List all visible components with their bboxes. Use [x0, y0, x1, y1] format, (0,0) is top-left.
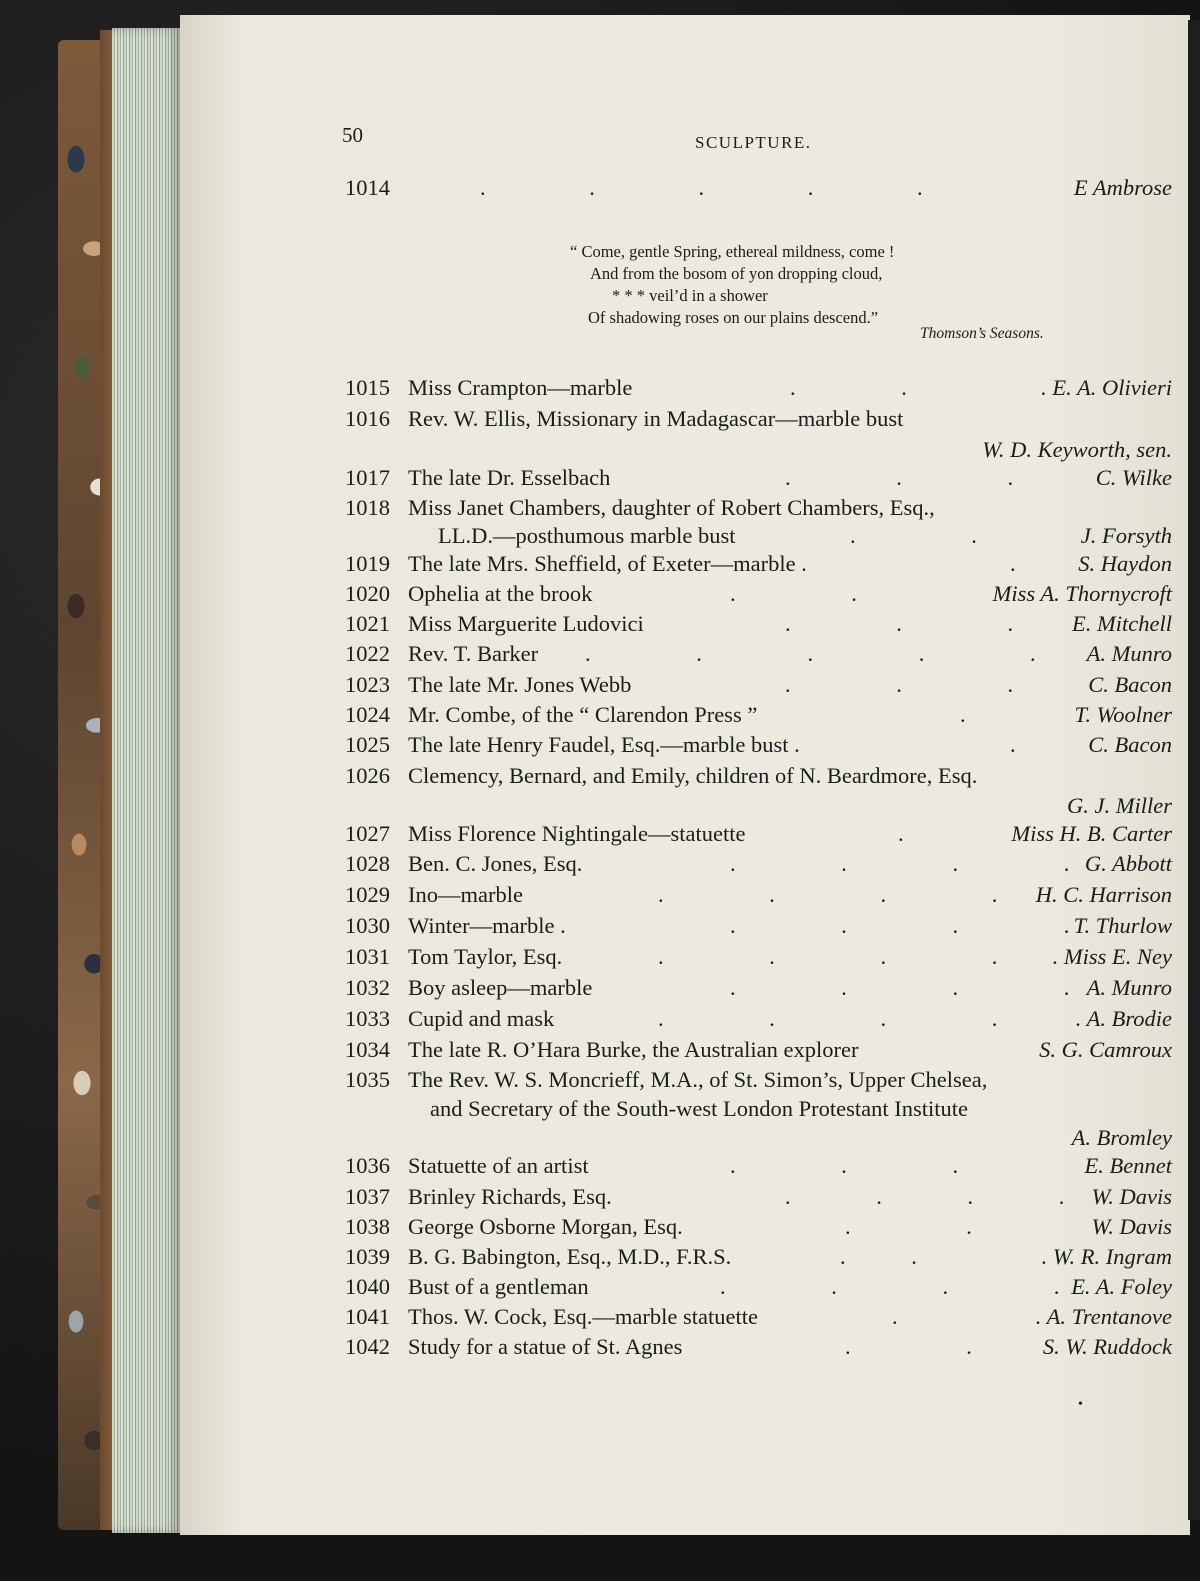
- entry-title: Statuette of an artist: [408, 1153, 589, 1178]
- leader-dots: . .: [845, 1214, 972, 1239]
- catalogue-entry-1032: [180, 975, 1190, 1007]
- entry-artist: . E. A. Olivieri: [1041, 375, 1172, 400]
- entry-title: Ino—marble: [408, 882, 523, 907]
- catalogue-entry-1021: [180, 611, 1190, 643]
- entry-title: The late Mr. Jones Webb: [408, 672, 632, 697]
- entry-title: Miss Marguerite Ludovici: [408, 611, 644, 636]
- catalogue-entry-1014: [180, 175, 1190, 207]
- entry-number: 1039: [345, 1244, 390, 1269]
- entry-artist: C. Bacon: [1088, 732, 1172, 757]
- entry-title: The Rev. W. S. Moncrieff, M.A., of St. Simon’s, Upper Chelsea,: [408, 1067, 988, 1092]
- entry-artist: A. Munro: [1086, 975, 1172, 1000]
- catalogue-entry-1027: [180, 821, 1190, 853]
- entry-title: Ophelia at the brook: [408, 581, 593, 606]
- entry-title: Clemency, Bernard, and Emily, children of N. Beardmore, Esq.: [408, 763, 978, 788]
- entry-1018-tail: [180, 523, 1190, 553]
- entry-artist: A. Bromley: [1071, 1125, 1172, 1150]
- leader-dots: . .: [790, 375, 907, 400]
- catalogue-entry-1017: [180, 465, 1190, 497]
- page-number: 50: [342, 123, 363, 147]
- catalogue-entry-1033: [180, 1006, 1190, 1038]
- leader-dots: . . . . .: [585, 641, 1036, 666]
- catalogue-entry-1015: [180, 375, 1190, 407]
- leader-dots: . .: [840, 1244, 917, 1269]
- leader-dots: . . . .: [785, 1184, 1065, 1209]
- epigraph-quote: [570, 241, 990, 329]
- entry-artist: T. Woolner: [1074, 702, 1172, 727]
- entry-title: Miss Crampton—marble: [408, 375, 633, 400]
- entry-title: Miss Janet Chambers, daughter of Robert Chambers, Esq.,: [408, 495, 935, 520]
- entry-artist: S. W. Ruddock: [1042, 1334, 1172, 1359]
- quote-line: * * * veil’d in a shower: [612, 286, 768, 305]
- entry-artist: A. Munro: [1086, 641, 1172, 666]
- leader-dots: .: [1010, 732, 1016, 757]
- entry-number: 1023: [345, 672, 390, 697]
- page-edges: [112, 28, 182, 1533]
- catalogue-entry-1025: [180, 732, 1190, 764]
- entry-number: 1021: [345, 611, 390, 636]
- entry-number: 1018: [345, 495, 390, 520]
- catalogue-entry-1041: [180, 1304, 1190, 1336]
- quote-attribution: Thomson’s Seasons.: [920, 325, 1044, 342]
- catalogue-entry-1028: [180, 851, 1190, 883]
- entry-title: Thos. W. Cock, Esq.—marble statuette: [408, 1304, 758, 1329]
- catalogue-entry-1023: [180, 672, 1190, 704]
- entry-artist: C. Bacon: [1088, 672, 1172, 697]
- catalogue-entry-1042: [180, 1334, 1190, 1366]
- entry-number: 1028: [345, 851, 390, 876]
- running-head: SCULPTURE.: [695, 133, 812, 152]
- entry-number: 1017: [345, 465, 390, 490]
- catalogue-entry-1019: [180, 551, 1190, 583]
- leader-dots: . . . .: [658, 944, 998, 969]
- page-header: [180, 123, 1190, 153]
- book-page: [180, 15, 1190, 1535]
- entry-number: 1042: [345, 1334, 390, 1359]
- entry-artist: G. Abbott: [1084, 851, 1172, 876]
- quote-line: “ Come, gentle Spring, ethereal mildness, come !: [570, 242, 895, 261]
- leader-dots: .: [892, 1304, 898, 1329]
- entry-number: 1014: [345, 175, 390, 200]
- entry-number: 1019: [345, 551, 390, 576]
- entry-title: Ben. C. Jones, Esq.: [408, 851, 583, 876]
- entry-artist: C. Wilke: [1095, 465, 1172, 490]
- entry-artist: . A. Trentanove: [1035, 1304, 1172, 1329]
- entry-title: The late Henry Faudel, Esq.—marble bust .: [408, 732, 800, 757]
- entry-title-continued: and Secretary of the South-west London Protestant Institute: [430, 1096, 969, 1121]
- entry-artist: E. Bennet: [1084, 1153, 1172, 1178]
- entry-title-continued: LL.D.—posthumous marble bust: [438, 523, 736, 548]
- leader-dots: .: [898, 821, 904, 846]
- entry-number: 1037: [345, 1184, 390, 1209]
- entry-title: Winter—marble .: [408, 913, 566, 938]
- catalogue-entry-1022: [180, 641, 1190, 673]
- catalogue-entry-1038: [180, 1214, 1190, 1246]
- entry-title: Rev. W. Ellis, Missionary in Madagascar—marble bust: [408, 406, 904, 431]
- catalogue-entry-1020: [180, 581, 1190, 613]
- catalogue-entry-1029: [180, 882, 1190, 914]
- entry-title: The late Dr. Esselbach: [408, 465, 611, 490]
- catalogue-entry-1036: [180, 1153, 1190, 1185]
- leader-dots: . . . .: [730, 975, 1070, 1000]
- entry-artist: W. Davis: [1091, 1184, 1172, 1209]
- leader-dots: . . .: [785, 611, 1014, 636]
- entry-number: 1025: [345, 732, 390, 757]
- entry-title: Bust of a gentleman: [408, 1274, 589, 1299]
- entry-title: The late Mrs. Sheffield, of Exeter—marble .: [408, 551, 807, 576]
- entry-number: 1032: [345, 975, 390, 1000]
- entry-number: 1022: [345, 641, 390, 666]
- leader-dots: . .: [845, 1334, 972, 1359]
- entry-number: 1024: [345, 702, 390, 727]
- entry-number: 1041: [345, 1304, 390, 1329]
- entry-number: 1033: [345, 1006, 390, 1031]
- entry-title: Study for a statue of St. Agnes: [408, 1334, 683, 1359]
- entry-artist: Miss H. B. Carter: [1011, 821, 1172, 846]
- entry-title: B. G. Babington, Esq., M.D., F.R.S.: [408, 1244, 732, 1269]
- leader-dots: . . .: [785, 465, 1014, 490]
- leader-dots: . .: [730, 581, 857, 606]
- catalogue-entry-1031: [180, 944, 1190, 976]
- entry-artist: G. J. Miller: [1067, 793, 1172, 818]
- entry-number: 1015: [345, 375, 390, 400]
- entry-artist: W. Davis: [1091, 1214, 1172, 1239]
- catalogue-entry-1037: [180, 1184, 1190, 1216]
- entry-title: Tom Taylor, Esq.: [408, 944, 563, 969]
- entry-title: The late R. O’Hara Burke, the Australian explorer: [408, 1037, 859, 1062]
- entry-artist: E. A. Foley: [1071, 1274, 1172, 1299]
- entry-number: 1035: [345, 1067, 390, 1092]
- leader-dots: .: [1010, 551, 1016, 576]
- scan-background-edge: [1188, 20, 1200, 1520]
- leader-dots: . . . .: [658, 882, 998, 907]
- entry-number: 1034: [345, 1037, 390, 1062]
- entry-title: George Osborne Morgan, Esq.: [408, 1214, 683, 1239]
- leader-dots: . . . . .: [480, 175, 923, 200]
- leader-dots: . . .: [785, 672, 1014, 697]
- leader-dots: . . .: [730, 1153, 959, 1178]
- catalogue-entry-1040: [180, 1274, 1190, 1306]
- catalogue-entry-1034: [180, 1037, 1190, 1069]
- entry-number: 1029: [345, 882, 390, 907]
- leader-dots: . . . .: [720, 1274, 1060, 1299]
- entry-number: 1038: [345, 1214, 390, 1239]
- entry-artist: S. Haydon: [1078, 551, 1172, 576]
- entry-artist: E Ambrose: [1073, 175, 1172, 200]
- leader-dots: . . . .: [730, 851, 1070, 876]
- entry-artist: J. Forsyth: [1080, 523, 1172, 548]
- catalogue-entry-1030: [180, 913, 1190, 945]
- entry-title: Mr. Combe, of the “ Clarendon Press ”: [408, 702, 758, 727]
- leader-dots: .: [960, 702, 966, 727]
- entry-number: 1031: [345, 944, 390, 969]
- entry-artist: W. D. Keyworth, sen.: [982, 437, 1172, 462]
- entry-number: 1026: [345, 763, 390, 788]
- entry-artist: T. Thurlow: [1073, 913, 1172, 938]
- entry-number: 1036: [345, 1153, 390, 1178]
- catalogue-entry-1016: [180, 406, 1190, 438]
- entry-artist: . W. R. Ingram: [1041, 1244, 1172, 1269]
- entry-artist: E. Mitchell: [1072, 611, 1172, 636]
- quote-line: And from the bosom of yon dropping cloud,: [590, 264, 883, 283]
- entry-title: Brinley Richards, Esq.: [408, 1184, 612, 1209]
- entry-number: 1040: [345, 1274, 390, 1299]
- entry-title: Boy asleep—marble: [408, 975, 593, 1000]
- entry-number: 1016: [345, 406, 390, 431]
- entry-number: 1030: [345, 913, 390, 938]
- entry-artist: S. G. Camroux: [1039, 1037, 1172, 1062]
- entry-number: 1027: [345, 821, 390, 846]
- catalogue-entry-1026: [180, 763, 1190, 795]
- leader-dots: . . . .: [730, 913, 1070, 938]
- leader-dots: . .: [850, 523, 977, 548]
- entry-number: 1020: [345, 581, 390, 606]
- catalogue-entry-1035: [180, 1067, 1190, 1099]
- entry-artist: H. C. Harrison: [1035, 882, 1172, 907]
- entry-title: Rev. T. Barker: [408, 641, 539, 666]
- entry-title: Miss Florence Nightingale—statuette: [408, 821, 746, 846]
- catalogue-entry-1024: [180, 702, 1190, 734]
- entry-artist: Miss A. Thornycroft: [992, 581, 1172, 606]
- entry-title: Cupid and mask: [408, 1006, 555, 1031]
- entry-artist: . Miss E. Ney: [1052, 944, 1172, 969]
- quote-line: Of shadowing roses on our plains descend.”: [588, 308, 879, 327]
- catalogue-entry-1039: [180, 1244, 1190, 1276]
- leader-dots: . . . .: [658, 1006, 998, 1031]
- entry-artist: . A. Brodie: [1075, 1006, 1172, 1031]
- ink-speck: •: [1078, 1397, 1083, 1412]
